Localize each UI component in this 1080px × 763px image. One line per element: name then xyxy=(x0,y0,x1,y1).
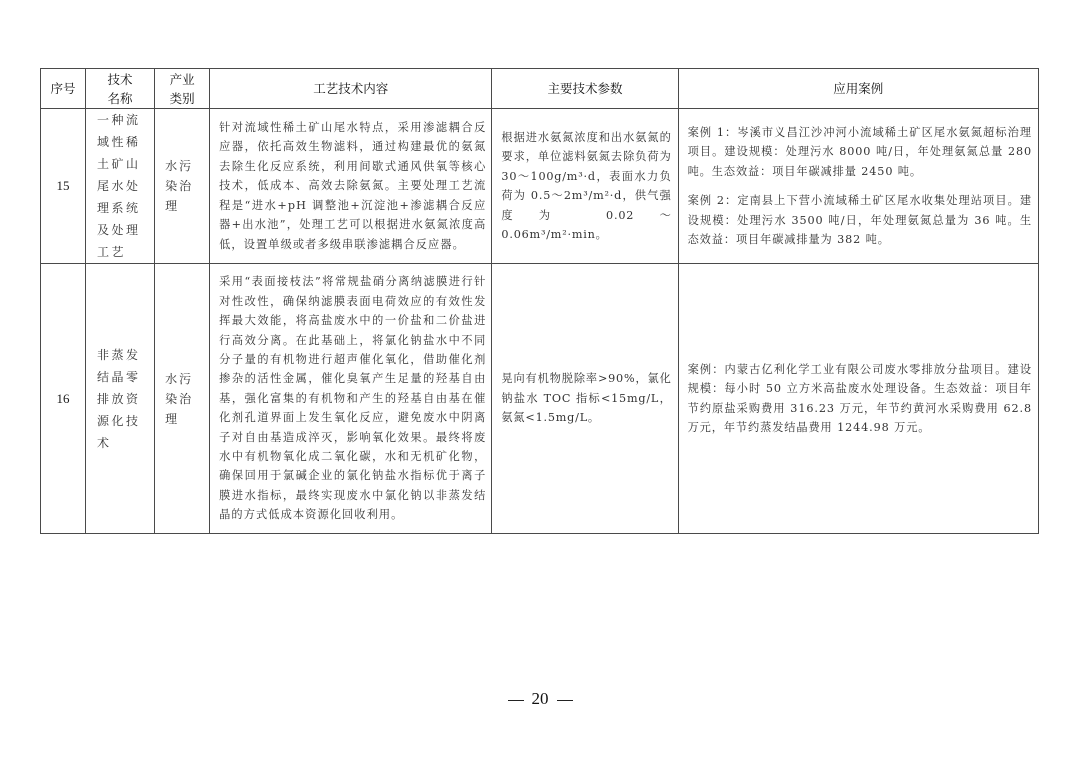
industry-category: 水污染治理 xyxy=(155,109,210,264)
header-name-text: 技术名称 xyxy=(107,71,133,106)
technical-parameters: 根据进水氨氮浓度和出水氨氮的要求，单位滤料氨氮去除负荷为 30～100g/m³·d，表面水力负荷为 0.5～2m³/m²·d，供气强度为 0.02～0.06m³/m²·min。 xyxy=(492,109,678,264)
row-number: 15 xyxy=(41,109,86,264)
process-content: 针对流域性稀土矿山尾水特点，采用渗滤耦合反应器，依托高效生物滤料，通过构建最优的氨氮去除生化反应系统，利用间歇式通风供氧等核心技术，低成本、高效去除氨氮。主要处理工艺流程是“进水+pH 调整池+沉淀池+渗滤耦合反应器+出水池”，处理工艺可以根据进水氨氮浓度高低，设置单级或者多级串联渗滤耦合反应器。 xyxy=(210,109,492,264)
technology-table xyxy=(40,68,1039,534)
application-cases xyxy=(678,264,1038,534)
header-no: 序号 xyxy=(41,69,86,109)
table-row xyxy=(41,264,1039,534)
process-content: 采用“表面接枝法”将常规盐硝分离纳滤膜进行针对性改性，确保纳滤膜表面电荷效应的有效性发挥最大效能，将高盐废水中的一价盐和二价盐进行高效分离。在此基础上，将氯化钠盐水中不同分子量的有机物进行超声催化氧化，借助催化剂掺杂的活性金属，催化臭氧产生足量的羟基自由基，强化富集的有机物和产生的羟基自由基在催化剂孔道界面上发生氧化反应，避免废水中阴离子对自由基造成淬灭，影响氧化效果。最终将废水中有机物氧化成二氧化碳，水和无机矿化物，确保回用于氯碱企业的氯化钠盐水指标优于离子膜进水指标，最终实现废水中氯化钠以非蒸发结晶的方式低成本资源化回收利用。 xyxy=(210,264,492,534)
header-category xyxy=(155,69,210,109)
industry-category: 水污染治理 xyxy=(155,264,210,534)
right-dash-decoration xyxy=(557,700,573,701)
table-header-row xyxy=(41,69,1039,109)
table-row xyxy=(41,109,1039,264)
case-item: 案例：内蒙古亿利化学工业有限公司废水零排放分盐项目。建设规模：每小时 50 立方米高盐废水处理设备。生态效益：项目年节约原盐采购费用 316.23 万元，年节约黄河水采购费用 62.8 万元，年节约蒸发结晶费用 1244.98 万元。 xyxy=(687,362,1032,434)
technical-parameters: 晃向有机物脱除率>90%，氯化钠盐水 TOC 指标<15mg/L，氨氮<1.5mg/L。 xyxy=(492,264,678,534)
case-item: 案例 1：岑溪市义昌江沙冲河小流域稀土矿区尾水氨氮超标治理项目。建设规模：处理污水 8000 吨/日，年处理氨氮总量 280 吨。生态效益：项目年碳减排量 2450 吨。 xyxy=(687,125,1032,178)
header-cases: 应用案例 xyxy=(678,69,1038,109)
application-cases xyxy=(678,109,1038,264)
case-item: 案例 2：定南县上下营小流域稀土矿区尾水收集处理站项目。建设规模：处理污水 3500 吨/日，年处理氨氮总量为 36 吨。生态效益：项目年碳减排量为 382 吨。 xyxy=(687,194,1032,246)
technology-name: 一种流域性稀土矿山尾水处理系统及处理工艺 xyxy=(86,109,155,264)
page-number-footer xyxy=(0,689,1080,709)
left-dash-decoration xyxy=(508,700,524,701)
technology-name: 非蒸发结晶零排放资源化技术 xyxy=(86,264,155,534)
header-name xyxy=(86,69,155,109)
page-number: 20 xyxy=(531,689,549,708)
header-category-text: 产业类别 xyxy=(169,71,195,106)
header-content: 工艺技术内容 xyxy=(210,69,492,109)
header-params: 主要技术参数 xyxy=(492,69,678,109)
row-number: 16 xyxy=(41,264,86,534)
